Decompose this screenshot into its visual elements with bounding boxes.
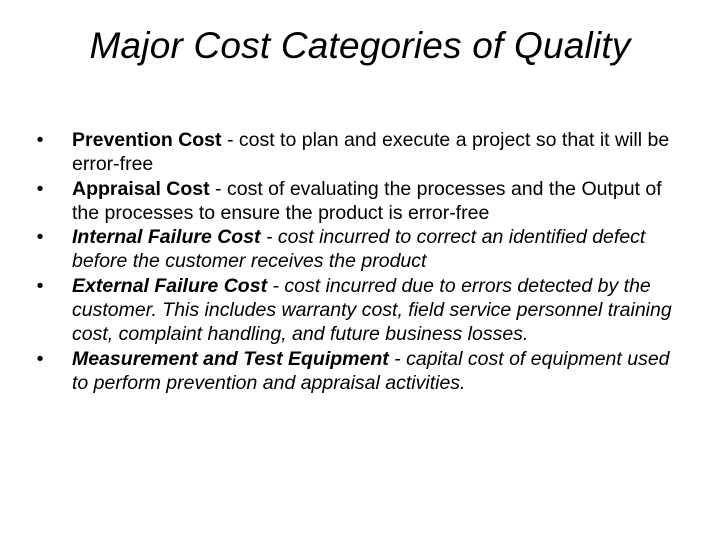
- bullet-item-internal-failure-cost: [30, 225, 680, 274]
- bullet-separator: -: [260, 226, 278, 249]
- bullet-separator: -: [209, 177, 227, 200]
- bullet-separator: -: [388, 347, 407, 370]
- bullet-separator: -: [267, 274, 285, 297]
- bullet-separator: -: [221, 129, 239, 151]
- bullet-icon: •: [36, 177, 44, 200]
- bullet-description: cost of evaluating the processes and the Output of the processes to ensure the product is error-free: [72, 177, 662, 224]
- bullet-icon: •: [36, 129, 44, 151]
- bullet-term: Internal Failure Cost: [72, 226, 261, 249]
- bullet-description: cost to plan and execute a project so that it will be error-free: [72, 129, 670, 176]
- bullet-list: [30, 128, 680, 395]
- bullet-item-measurement-test-equipment: [30, 347, 680, 396]
- slide-title: Major Cost Categories of Quality: [89, 25, 631, 66]
- bullet-description: cost incurred to correct an identified defect before the customer receives the product: [72, 226, 646, 273]
- bullet-icon: •: [36, 226, 44, 249]
- bullet-item-prevention-cost: [30, 128, 680, 177]
- bullet-term: Measurement and Test Equipment: [72, 347, 389, 370]
- bullet-item-external-failure-cost: [30, 274, 680, 347]
- bullet-icon: •: [36, 347, 44, 370]
- bullet-icon: •: [36, 274, 44, 297]
- bullet-term: Prevention Cost: [72, 129, 222, 151]
- bullet-description: cost incurred due to errors detected by the customer. This includes warranty cost, field service personnel training cost, complaint handling, and future business losses.: [72, 274, 672, 346]
- bullet-item-appraisal-cost: [30, 177, 680, 226]
- bullet-term: External Failure Cost: [72, 274, 268, 297]
- bullet-description: capital cost of equipment used to perform prevention and appraisal activities.: [72, 347, 670, 394]
- bullet-term: Appraisal Cost: [72, 177, 210, 200]
